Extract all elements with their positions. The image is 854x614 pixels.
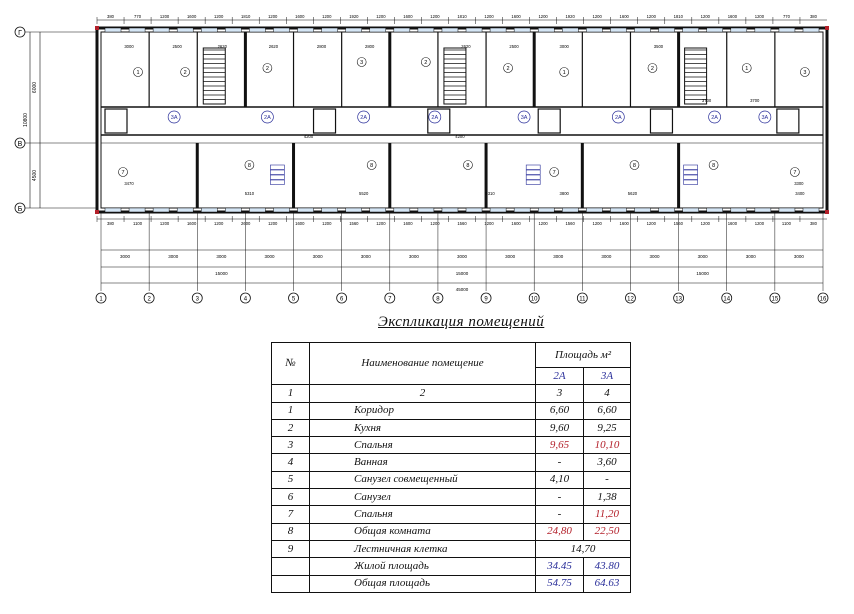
dimension-text: 1200: [376, 221, 386, 226]
dimension-text: 1200: [268, 14, 278, 19]
dimension-lines: [15, 14, 828, 303]
index-cell: 1: [272, 385, 310, 402]
corner-marker: [825, 210, 829, 214]
table-row: 7 Спальня - 11,20: [272, 506, 631, 523]
dimension-text: 3000: [264, 254, 275, 259]
apartment-label: 3А: [520, 115, 528, 121]
room-dimension: 2500: [172, 44, 182, 49]
bathroom-block: [314, 109, 336, 133]
room-number: 8: [466, 163, 470, 169]
dimension-text: 1600: [403, 221, 413, 226]
dimension-text: 1200: [159, 221, 170, 226]
header-apt-3a: 3А: [584, 368, 631, 385]
apartment-label: 2А: [431, 115, 439, 121]
window: [105, 208, 121, 212]
info-stamp: [526, 175, 540, 180]
table-row: 1 Коридор 6,60 6,60: [272, 402, 631, 419]
dimension-text: 1200: [538, 14, 548, 19]
info-stamp: [526, 165, 540, 170]
table-row: 2 Кухня 9,60 9,25: [272, 419, 631, 436]
table-row: 3 Спальня 9,65 10,10: [272, 437, 631, 454]
dimension-text: 1200: [430, 221, 440, 226]
info-stamp: [684, 175, 698, 180]
dimension-text: 3000: [360, 254, 371, 259]
dimension-text: 1560: [349, 221, 359, 226]
axis-label: Б: [17, 206, 23, 213]
window: [418, 208, 434, 212]
info-stamp: [270, 180, 284, 185]
room-number: 1: [562, 70, 566, 76]
dimension-text: 1200: [592, 221, 602, 226]
dimension-text: 6000: [32, 81, 38, 94]
room-number: 2: [183, 70, 187, 76]
dimension-text: 1200: [376, 14, 386, 19]
room-dimension: 3700: [701, 98, 712, 103]
window: [466, 28, 482, 32]
room-dimension: 5310: [244, 191, 255, 196]
window: [370, 28, 386, 32]
window: [249, 28, 265, 32]
window: [562, 208, 578, 212]
room-dimension: 4200: [455, 134, 465, 139]
dimension-text: 15000: [696, 271, 709, 276]
axis-label: 7: [388, 296, 392, 303]
window: [225, 28, 241, 32]
window: [659, 208, 675, 212]
window: [346, 28, 362, 32]
dimension-text: 3000: [120, 254, 131, 259]
plan-walls: [95, 26, 829, 214]
dimension-text: 380: [809, 221, 817, 226]
info-stamp: [270, 165, 284, 170]
dimension-text: 3000: [168, 254, 179, 259]
axis-label: 2: [147, 296, 151, 303]
dimension-text: 1100: [133, 221, 143, 226]
dimension-text: 1200: [214, 14, 224, 19]
apartment-label: 3А: [761, 115, 769, 121]
dimension-text: 1200: [430, 14, 440, 19]
window: [562, 28, 578, 32]
header-apt-2a: 2А: [536, 368, 584, 385]
room-dimension: 4200: [303, 134, 314, 139]
info-stamp: [684, 180, 698, 185]
dimension-text: 1600: [186, 221, 197, 226]
bathroom-block: [650, 109, 672, 133]
window: [201, 208, 217, 212]
axis-label: 1: [99, 296, 103, 303]
axis-label: В: [17, 141, 23, 148]
dimension-text: 1200: [214, 221, 224, 226]
axis-label: 15: [771, 296, 779, 303]
room-dimension: 5310: [485, 191, 495, 196]
index-cell: 4: [584, 385, 631, 402]
floor-plan-drawing: [0, 0, 854, 305]
bathroom-block: [538, 109, 560, 133]
dimension-text: 1200: [592, 14, 602, 19]
dimension-text: 1600: [619, 14, 629, 19]
window: [129, 208, 145, 212]
room-dimension: 3800: [559, 191, 569, 196]
dimension-text: 1600: [403, 14, 413, 19]
room-dimension: 2620: [217, 44, 227, 49]
table-row: 9 Лестничная клетка 14,70: [272, 540, 631, 557]
dimension-text: 1200: [159, 14, 170, 19]
axis-label: 4: [243, 296, 248, 303]
window: [586, 208, 602, 212]
axis-label: 9: [484, 296, 488, 303]
window: [514, 208, 530, 212]
dimension-text: 1600: [295, 14, 305, 19]
axis-label: 12: [627, 296, 634, 303]
explication-table: [271, 342, 631, 593]
window: [659, 28, 675, 32]
room-dimension: 2800: [365, 44, 375, 49]
axis-label: 5: [291, 296, 296, 303]
window: [129, 28, 145, 32]
apartment-label: 2А: [360, 115, 368, 121]
window: [635, 208, 651, 212]
room-number: 2: [506, 66, 510, 72]
window: [105, 28, 121, 32]
window: [779, 208, 795, 212]
room-number: 7: [121, 170, 125, 176]
room-dimension: 3500: [653, 44, 664, 49]
room-dimension: 2500: [509, 44, 519, 49]
room-dimension: 3300: [794, 181, 804, 186]
axis-label: 10: [530, 296, 538, 303]
room-markers: [119, 44, 810, 196]
window: [249, 208, 265, 212]
bathroom-block: [105, 109, 127, 133]
window: [273, 28, 289, 32]
window: [731, 208, 747, 212]
dimension-text: 3000: [649, 254, 660, 259]
window: [273, 208, 289, 212]
index-cell: 3: [536, 385, 584, 402]
header-area: Площадь м²: [536, 343, 631, 368]
dimension-text: 1200: [322, 14, 332, 19]
table-row: 4 Ванная - 3,60: [272, 454, 631, 471]
window: [370, 208, 386, 212]
window: [394, 28, 410, 32]
dimension-text: 3000: [408, 254, 419, 259]
window: [442, 28, 458, 32]
staircase: [444, 48, 466, 104]
dimension-text: 3000: [216, 254, 227, 259]
living-area-row: Жилой площадь 34.45 43.80: [272, 558, 631, 575]
table-row: 8 Общая комната 24,80 22,50: [272, 523, 631, 540]
axis-label: 16: [819, 296, 827, 303]
room-number: 2: [650, 66, 654, 72]
dimension-text: 3000: [697, 254, 708, 259]
apartment-label: 2А: [264, 115, 271, 121]
dimension-text: 1200: [646, 221, 656, 226]
window: [755, 28, 771, 32]
dimension-text: 1100: [781, 221, 791, 226]
dimension-text: 380: [107, 14, 115, 19]
staircase: [685, 48, 707, 104]
dimension-text: 1200: [754, 221, 765, 226]
room-dimension: 3700: [750, 98, 760, 103]
window: [153, 28, 169, 32]
corner-marker: [95, 26, 99, 30]
window: [683, 208, 699, 212]
room-number: 8: [247, 163, 251, 169]
window: [707, 208, 723, 212]
window: [153, 208, 169, 212]
dimension-text: 770: [782, 14, 790, 19]
dimension-text: 3000: [456, 254, 468, 259]
window: [490, 208, 506, 212]
window: [610, 208, 626, 212]
dimension-text: 2600: [241, 221, 251, 226]
window: [683, 28, 699, 32]
window: [418, 28, 434, 32]
dimension-text: 1600: [511, 221, 521, 226]
window: [225, 208, 241, 212]
room-dimension: 2800: [316, 44, 327, 49]
axis-label: 3: [195, 296, 199, 303]
window: [177, 208, 193, 212]
apartment-label: 2А: [711, 115, 718, 121]
axis-label: 13: [675, 296, 682, 303]
dimension-text: 1200: [322, 221, 332, 226]
axis-label: 11: [579, 296, 586, 303]
dimension-text: 1600: [727, 14, 738, 19]
dimension-text: 15000: [215, 271, 228, 276]
dimension-text: 1810: [673, 14, 683, 19]
dimension-text: 770: [134, 14, 142, 19]
room-number: 2: [424, 60, 428, 66]
window: [514, 28, 530, 32]
apartment-label: 2А: [614, 115, 622, 121]
window: [803, 208, 819, 212]
window: [298, 28, 314, 32]
window: [538, 28, 554, 32]
dimension-text: 1200: [484, 14, 494, 19]
window: [610, 28, 626, 32]
dimension-text: 10800: [23, 113, 29, 127]
window: [346, 208, 362, 212]
dimension-text: 1810: [457, 14, 467, 19]
dimension-text: 1200: [268, 221, 278, 226]
dimension-text: 1600: [511, 14, 521, 19]
dimension-text: 15000: [455, 271, 469, 276]
dimension-text: 3000: [793, 254, 804, 259]
dimension-text: 1200: [700, 14, 710, 19]
room-number: 3: [803, 70, 807, 76]
dimension-text: 1810: [241, 14, 251, 19]
dimension-text: 1200: [484, 221, 494, 226]
dimension-text: 3000: [745, 254, 756, 259]
axis-label: 8: [436, 296, 440, 303]
apartment-label: 3А: [170, 115, 178, 121]
window: [803, 28, 819, 32]
corner-marker: [95, 210, 99, 214]
room-dimension: 2620: [268, 44, 279, 49]
dimension-text: 1200: [538, 221, 548, 226]
room-dimension: 5620: [627, 191, 638, 196]
dimension-text: 1200: [754, 14, 765, 19]
window: [466, 208, 482, 212]
dimension-text: 3000: [505, 254, 516, 259]
index-cell: 2: [310, 385, 536, 402]
room-dimension: 2620: [461, 44, 471, 49]
dimension-text: 3000: [312, 254, 323, 259]
axis-label: Г: [18, 30, 22, 37]
window: [538, 208, 554, 212]
room-number: 2: [265, 66, 269, 72]
dimension-text: 1560: [457, 221, 467, 226]
room-number: 7: [552, 170, 556, 176]
room-number: 8: [370, 163, 374, 169]
room-dimension: 3000: [124, 44, 134, 49]
window: [177, 28, 193, 32]
window: [779, 28, 795, 32]
window: [298, 208, 314, 212]
window: [755, 208, 771, 212]
corner-marker: [825, 26, 829, 30]
dimension-text: 3000: [553, 254, 564, 259]
window: [731, 28, 747, 32]
dimension-text: 4500: [32, 169, 38, 182]
dimension-text: 1600: [186, 14, 197, 19]
room-number: 3: [360, 60, 364, 66]
explication-title: Экспликация помещений: [378, 314, 545, 330]
room-number: 1: [136, 70, 140, 76]
room-dimension: 3400: [795, 191, 805, 196]
info-stamp: [684, 170, 698, 175]
info-stamp: [270, 175, 284, 180]
window: [322, 28, 338, 32]
window: [586, 28, 602, 32]
room-number: 8: [632, 163, 636, 169]
info-stamp: [270, 170, 284, 175]
dimension-text: 3000: [601, 254, 612, 259]
axis-label: 6: [339, 296, 344, 303]
dimension-text: 1600: [295, 221, 305, 226]
header-number: №: [272, 343, 310, 385]
dimension-text: 1560: [673, 221, 683, 226]
info-stamp: [684, 165, 698, 170]
header-name: Наименование помещение: [310, 343, 536, 385]
window: [394, 208, 410, 212]
info-stamp: [526, 180, 540, 185]
bathroom-block: [777, 109, 799, 133]
staircase: [203, 48, 225, 104]
room-dimension: 3470: [124, 181, 134, 186]
room-dimension: 5520: [359, 191, 369, 196]
axis-label: 14: [723, 296, 731, 303]
window: [322, 208, 338, 212]
dimension-text: 45000: [455, 287, 469, 292]
room-number: 7: [793, 170, 797, 176]
window: [490, 28, 506, 32]
dimension-text: 1560: [565, 221, 575, 226]
window: [201, 28, 217, 32]
window: [707, 28, 723, 32]
table-row: 6 Санузел - 1,38: [272, 489, 631, 506]
window: [442, 208, 458, 212]
dimension-text: 1920: [349, 14, 359, 19]
dimension-text: 1200: [700, 221, 710, 226]
room-number: 1: [745, 66, 749, 72]
dimension-text: 1200: [646, 14, 656, 19]
dimension-text: 1920: [565, 14, 575, 19]
room-number: 8: [712, 163, 716, 169]
info-stamp: [526, 170, 540, 175]
dimension-text: 1600: [727, 221, 738, 226]
table-row: 5 Санузел совмещенный 4,10 -: [272, 471, 631, 488]
dimension-text: 380: [107, 221, 115, 226]
total-area-row: Общая площадь 54.75 64.63: [272, 575, 631, 592]
dimension-text: 1600: [619, 221, 629, 226]
dimension-text: 380: [809, 14, 817, 19]
window: [635, 28, 651, 32]
room-dimension: 3000: [559, 44, 569, 49]
